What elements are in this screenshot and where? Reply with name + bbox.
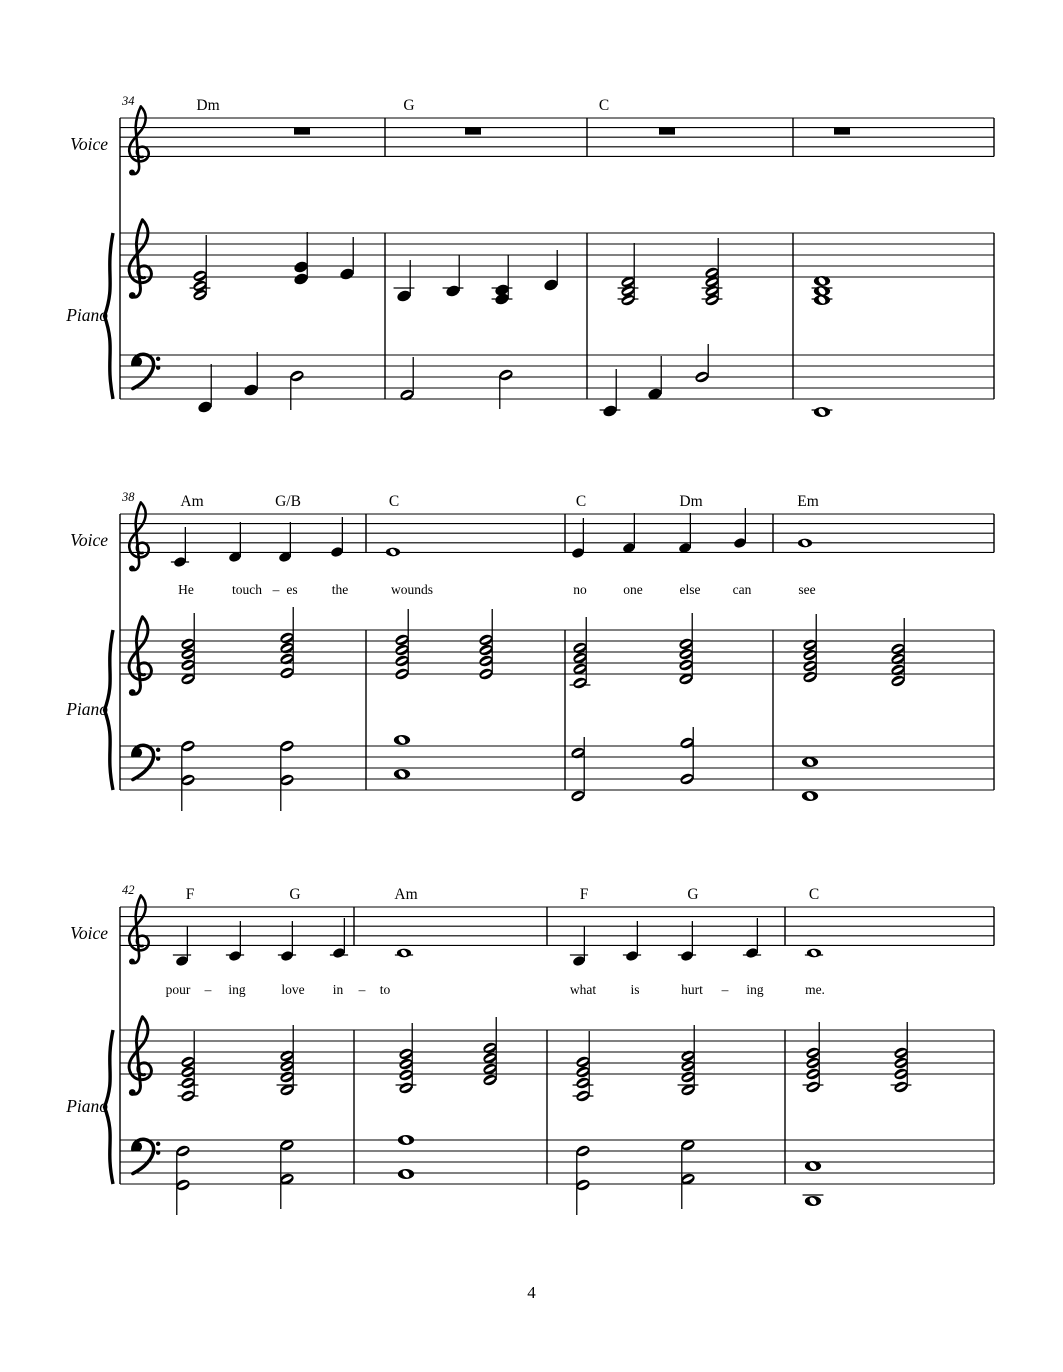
chord-label: F (185, 886, 195, 903)
lyric-syllable: – (721, 982, 729, 997)
bass-clef-curve (133, 1139, 154, 1173)
piano-label: Piano (66, 1096, 108, 1116)
measure-number: 38 (122, 490, 135, 504)
lyric-syllable: the (331, 582, 349, 597)
bass-clef-curve (133, 354, 154, 388)
chord-label: G (403, 97, 415, 114)
treble-clef-icon (129, 106, 149, 175)
lyric-syllable: see (798, 582, 816, 597)
piano-label: Piano (66, 305, 108, 325)
lyric-syllable: – (204, 982, 212, 997)
bass-clef-icon (132, 354, 160, 388)
chord-label: F (579, 886, 589, 903)
lyric-syllable: – (358, 982, 366, 997)
treble-clef-icon (129, 220, 152, 299)
measure-number: 34 (122, 94, 135, 108)
lyric-syllable: else (679, 582, 701, 597)
chord-label: C (388, 493, 400, 510)
chord-label: C (808, 886, 820, 903)
lyric-syllable: ing (228, 982, 246, 997)
treble-clef-icon (129, 617, 152, 696)
lyric-syllable: love (281, 982, 305, 997)
bass-clef-curve (133, 745, 154, 779)
treble-clef-dot (129, 959, 135, 965)
measure-number: 42 (122, 883, 135, 897)
bass-clef-dot (156, 1150, 160, 1154)
lyric-syllable: hurt (681, 982, 703, 997)
bass-clef-dot (156, 1142, 160, 1146)
lyric-syllable: ing (746, 982, 764, 997)
chord-label: G (289, 886, 301, 903)
lyric-syllable: in (332, 982, 344, 997)
bass-clef-icon (132, 1139, 160, 1173)
lyric-syllable: what (569, 982, 597, 997)
chord-label: Am (180, 493, 204, 510)
treble-clef-icon (129, 1017, 152, 1096)
treble-clef-dot (129, 689, 136, 696)
chord-label: G (687, 886, 699, 903)
bass-clef-dot (156, 365, 160, 369)
chord-label: G/B (275, 493, 301, 510)
chord-label: C (598, 97, 610, 114)
treble-clef-dot (129, 170, 135, 176)
voice-label: Voice (70, 530, 108, 550)
voice-label: Voice (70, 134, 108, 154)
lyric-syllable: – (272, 582, 280, 597)
chord-label: Dm (196, 97, 220, 114)
whole-rest (465, 128, 481, 135)
chord-label: Em (797, 493, 819, 510)
piano-label: Piano (66, 699, 108, 719)
lyric-syllable: can (732, 582, 752, 597)
lyric-syllable: He (178, 582, 194, 597)
chord-label: Dm (679, 493, 703, 510)
bass-clef-dot (156, 748, 160, 752)
lyric-syllable: pour (165, 982, 191, 997)
lyric-syllable: touch (232, 582, 262, 597)
treble-clef-dot (129, 566, 135, 572)
voice-label: Voice (70, 923, 108, 943)
lyric-syllable: no (573, 582, 587, 597)
treble-clef-dot (129, 1089, 136, 1096)
lyric-syllable: to (379, 982, 391, 997)
chord-label: Am (394, 886, 418, 903)
bass-clef-dot (156, 756, 160, 760)
whole-rest (294, 128, 310, 135)
lyric-syllable: me. (805, 982, 825, 997)
lyric-syllable: is (630, 982, 640, 997)
treble-clef-dot (129, 292, 136, 299)
whole-rest (834, 128, 850, 135)
bass-clef-icon (132, 745, 160, 779)
lyric-syllable: es (286, 582, 298, 597)
lyric-syllable: one (623, 582, 643, 597)
lyric-syllable: wounds (390, 582, 434, 597)
bass-clef-dot (156, 357, 160, 361)
treble-clef-icon (129, 502, 149, 571)
chord-label: C (575, 493, 587, 510)
treble-clef-icon (129, 895, 149, 964)
page-number: 4 (527, 1283, 536, 1302)
whole-rest (659, 128, 675, 135)
